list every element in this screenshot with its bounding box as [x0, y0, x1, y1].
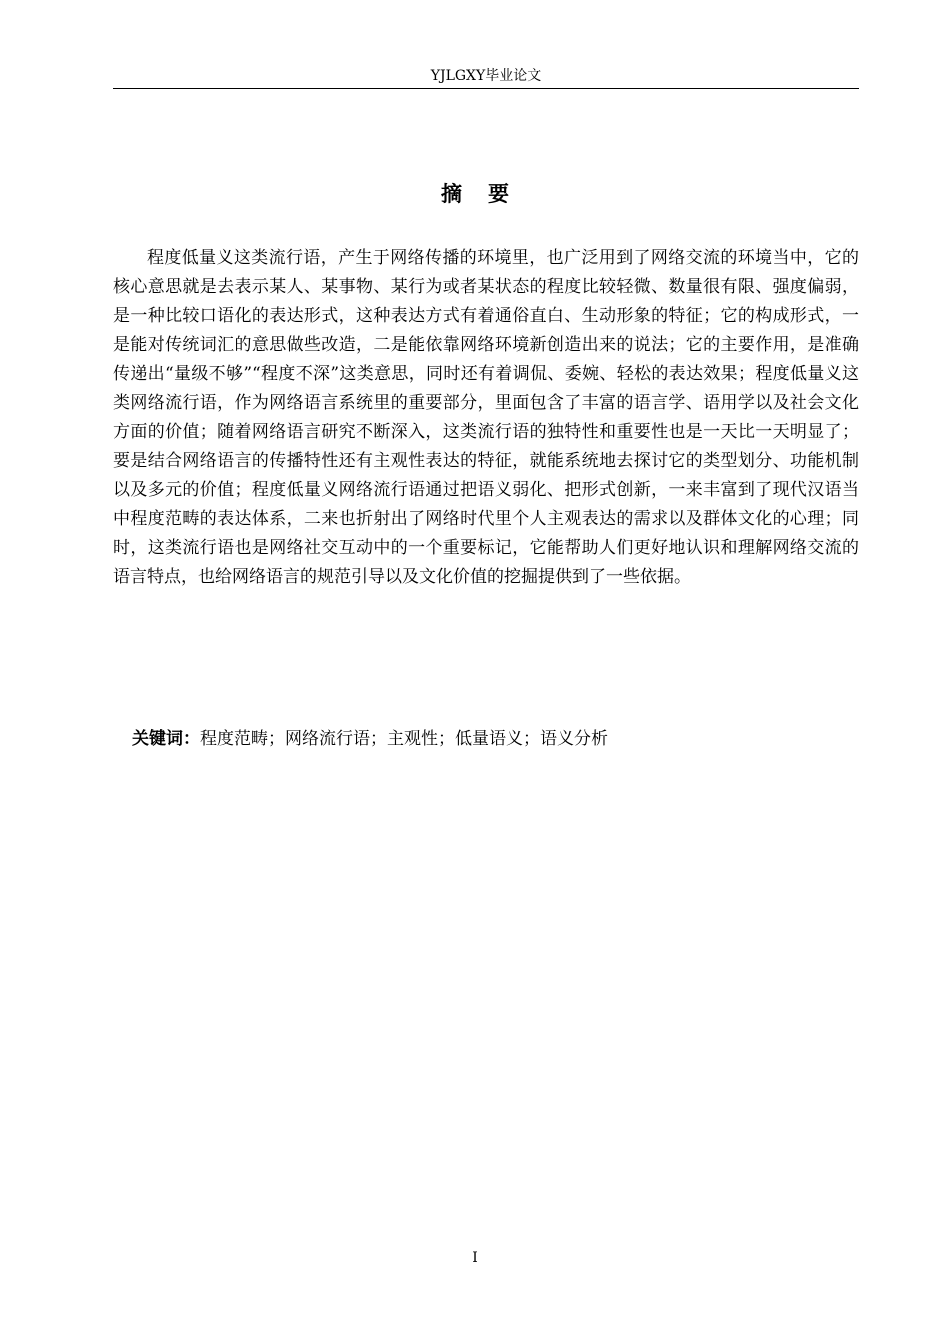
abstract-body: 程度低量义这类流行语，产生于网络传播的环境里，也广泛用到了网络交流的环境当中，它的核心意思就是去表示某人、某事物、某行为或者某状态的程度比较轻微、数量很有限、强度偏弱，是一种比较口语化的表达形式，这种表达方式有着通俗直白、生动形象的特征；它的构成形式，一是能对传统词汇的意思做些改造，二是能依靠网络环境新创造出来的说法；它的主要作用，是准确传递出“量级不够”“程度不深”这类意思，同时还有着调侃、委婉、轻松的表达效果；程度低量义这类网络流行语，作为网络语言系统里的重要部分，里面包含了丰富的语言学、语用学以及社会文化方面的价值；随着网络语言研究不断深入，这类流行语的独特性和重要性也是一天比一天明显了；要是结合网络语言的传播特性还有主观性表达的特征，就能系统地去探讨它的类型划分、功能机制以及多元的价值；程度低量义网络流行语通过把语义弱化、把形式创新，一来丰富到了现代汉语当中程度范畴的表达体系，二来也折射出了网络时代里个人主观表达的需求以及群体文化的心理；同时，这类流行语也是网络社交互动中的一个重要标记，它能帮助人们更好地认识和理解网络交流的语言特点，也给网络语言的规范引导以及文化价值的挖掘提供到了一些依据。 [113, 248, 859, 587]
abstract-title-part1: 摘 [441, 182, 462, 206]
abstract-title [0, 178, 950, 210]
page-number: I [472, 1250, 478, 1266]
page-header [113, 66, 859, 89]
abstract-title-part2: 要 [488, 182, 509, 206]
header-text: YJLGXY毕业论文 [430, 68, 542, 84]
keywords-text: 程度范畴；网络流行语；主观性；低量语义；语义分析 [200, 729, 608, 749]
keywords [132, 725, 859, 754]
keywords-label: 关键词： [132, 729, 200, 749]
